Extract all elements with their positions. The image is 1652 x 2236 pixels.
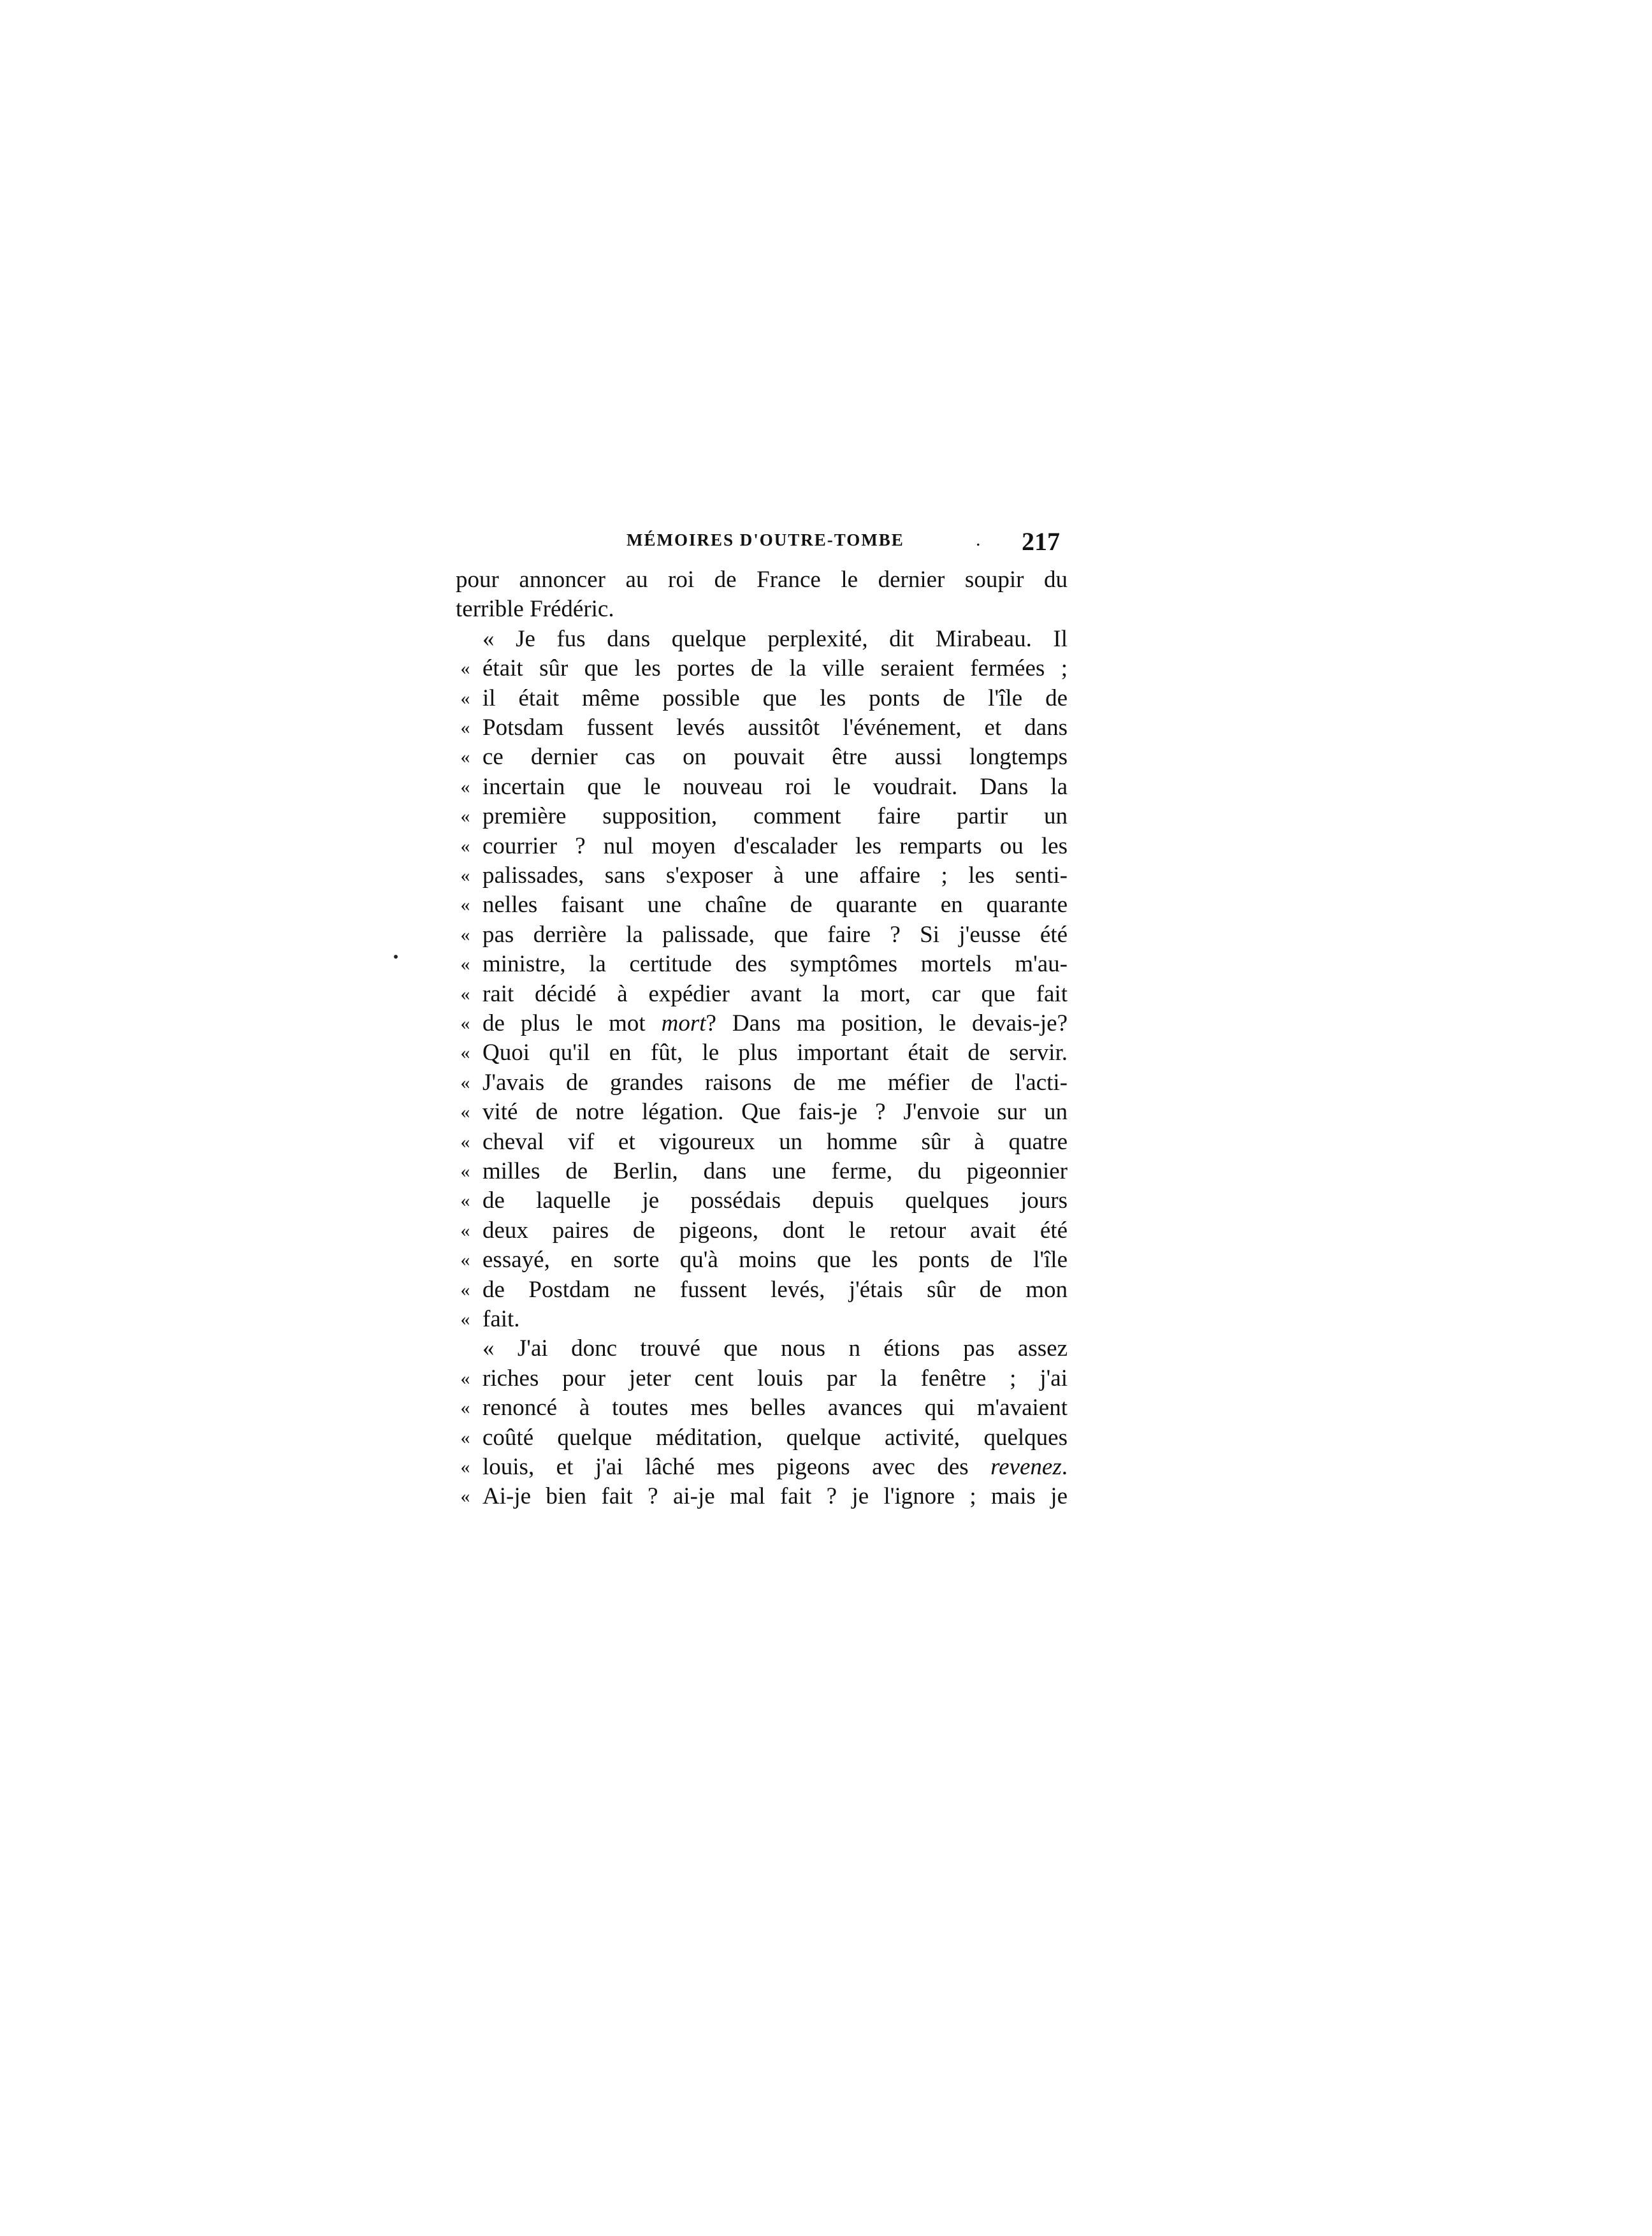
continuation-quote-mark: « (460, 865, 470, 886)
text-line: pas derrière la palissade, que faire ? Si j'eusse été (482, 921, 1068, 948)
continuation-quote-mark: « (460, 1397, 470, 1419)
continuation-quote-mark: « (460, 1367, 470, 1389)
text-line: cheval vif et vigoureux un homme sûr à quatre (482, 1128, 1068, 1155)
text-line: Quoi qu'il en fût, le plus important était de servir. (482, 1040, 1068, 1066)
italic-word: revenez (990, 1454, 1062, 1480)
continuation-quote-mark: « (460, 983, 470, 1005)
text-line: deux paires de pigeons, dont le retour avait été (482, 1217, 1068, 1244)
continuation-quote-mark: « (460, 835, 470, 857)
page-number: 217 (1022, 527, 1060, 556)
text-line: de Postdam ne fussent levés, j'étais sûr de mon (482, 1276, 1068, 1303)
text-line: essayé, en sorte qu'à moins que les ponts de l'île (482, 1247, 1068, 1274)
continuation-quote-mark: « (460, 1309, 470, 1330)
continuation-quote-mark: « (460, 1427, 470, 1448)
continuation-quote-mark: « (460, 1190, 470, 1212)
continuation-quote-mark: « (460, 1101, 470, 1123)
text-line: courrier ? nul moyen d'escalader les remparts ou les (482, 832, 1068, 859)
continuation-quote-mark: « (460, 1042, 470, 1064)
continuation-quote-mark: « (460, 776, 470, 797)
stray-ink-mark (394, 955, 398, 959)
running-title: MÉMOIRES D'OUTRE-TOMBE (627, 530, 904, 549)
text-line: première supposition, comment faire partir un (482, 803, 1068, 830)
continuation-quote-mark: « (460, 1071, 470, 1093)
text-line: riches pour jeter cent louis par la fenêtre ; j'ai (482, 1365, 1068, 1391)
continuation-quote-mark: « (460, 1279, 470, 1300)
continuation-quote-mark: « (460, 1249, 470, 1271)
continuation-quote-mark: « (460, 687, 470, 709)
text-line: était sûr que les portes de la ville seraient fermées ; (482, 655, 1068, 682)
running-header (627, 526, 1060, 565)
text-line: nelles faisant une chaîne de quarante en quarante (482, 892, 1068, 918)
continuation-quote-mark: « (460, 746, 470, 768)
continuation-quote-mark: « (460, 1161, 470, 1182)
text-line: il était même possible que les ponts de l'île de (482, 685, 1068, 711)
text-line: Ai-je bien fait ? ai-je mal fait ? je l'ignore ; mais je (482, 1483, 1068, 1510)
text-line: palissades, sans s'exposer à une affaire ; les senti- (482, 862, 1068, 889)
continuation-quote-mark: « (460, 1131, 470, 1152)
text-line: ministre, la certitude des symptômes mortels m'au- (482, 951, 1068, 978)
text-line: fait. (482, 1306, 520, 1332)
text-line: « Je fus dans quelque perplexité, dit Mirabeau. Il (482, 625, 1068, 652)
text-line: de plus le mot mort? Dans ma position, le devais-je? (482, 1010, 1068, 1036)
continuation-quote-mark: « (460, 1486, 470, 1507)
continuation-quote-mark: « (460, 806, 470, 827)
text-line: terrible Frédéric. (456, 596, 614, 623)
italic-word: mort (661, 1010, 706, 1036)
text-line: coûté quelque méditation, quelque activité, quelques (482, 1424, 1068, 1451)
continuation-quote-mark: « (460, 658, 470, 679)
text-line: Potsdam fussent levés aussitôt l'événement, et dans (482, 715, 1068, 741)
text-line: pour annoncer au roi de France le dernier soupir du (456, 567, 1068, 593)
continuation-quote-mark: « (460, 894, 470, 916)
text-line: ce dernier cas on pouvait être aussi longtemps (482, 744, 1068, 771)
header-separator: . (976, 529, 981, 550)
text-line: vité de notre légation. Que fais-je ? J'envoie sur un (482, 1099, 1068, 1126)
text-line: milles de Berlin, dans une ferme, du pigeonnier (482, 1158, 1068, 1184)
continuation-quote-mark: « (460, 1013, 470, 1034)
text-line: louis, et j'ai lâché mes pigeons avec des revenez. (482, 1454, 1068, 1480)
text-line: incertain que le nouveau roi le voudrait. Dans la (482, 773, 1068, 800)
text-line: « J'ai donc trouvé que nous n étions pas assez (482, 1335, 1068, 1362)
continuation-quote-mark: « (460, 717, 470, 738)
text-line: J'avais de grandes raisons de me méfier de l'acti- (482, 1069, 1068, 1096)
text-line: renoncé à toutes mes belles avances qui m'avaient (482, 1395, 1068, 1421)
continuation-quote-mark: « (460, 1219, 470, 1241)
continuation-quote-mark: « (460, 954, 470, 975)
text-line: rait décidé à expédier avant la mort, car que fait (482, 980, 1068, 1007)
text-line: de laquelle je possédais depuis quelques jours (482, 1187, 1068, 1214)
continuation-quote-mark: « (460, 924, 470, 945)
continuation-quote-mark: « (460, 1456, 470, 1477)
